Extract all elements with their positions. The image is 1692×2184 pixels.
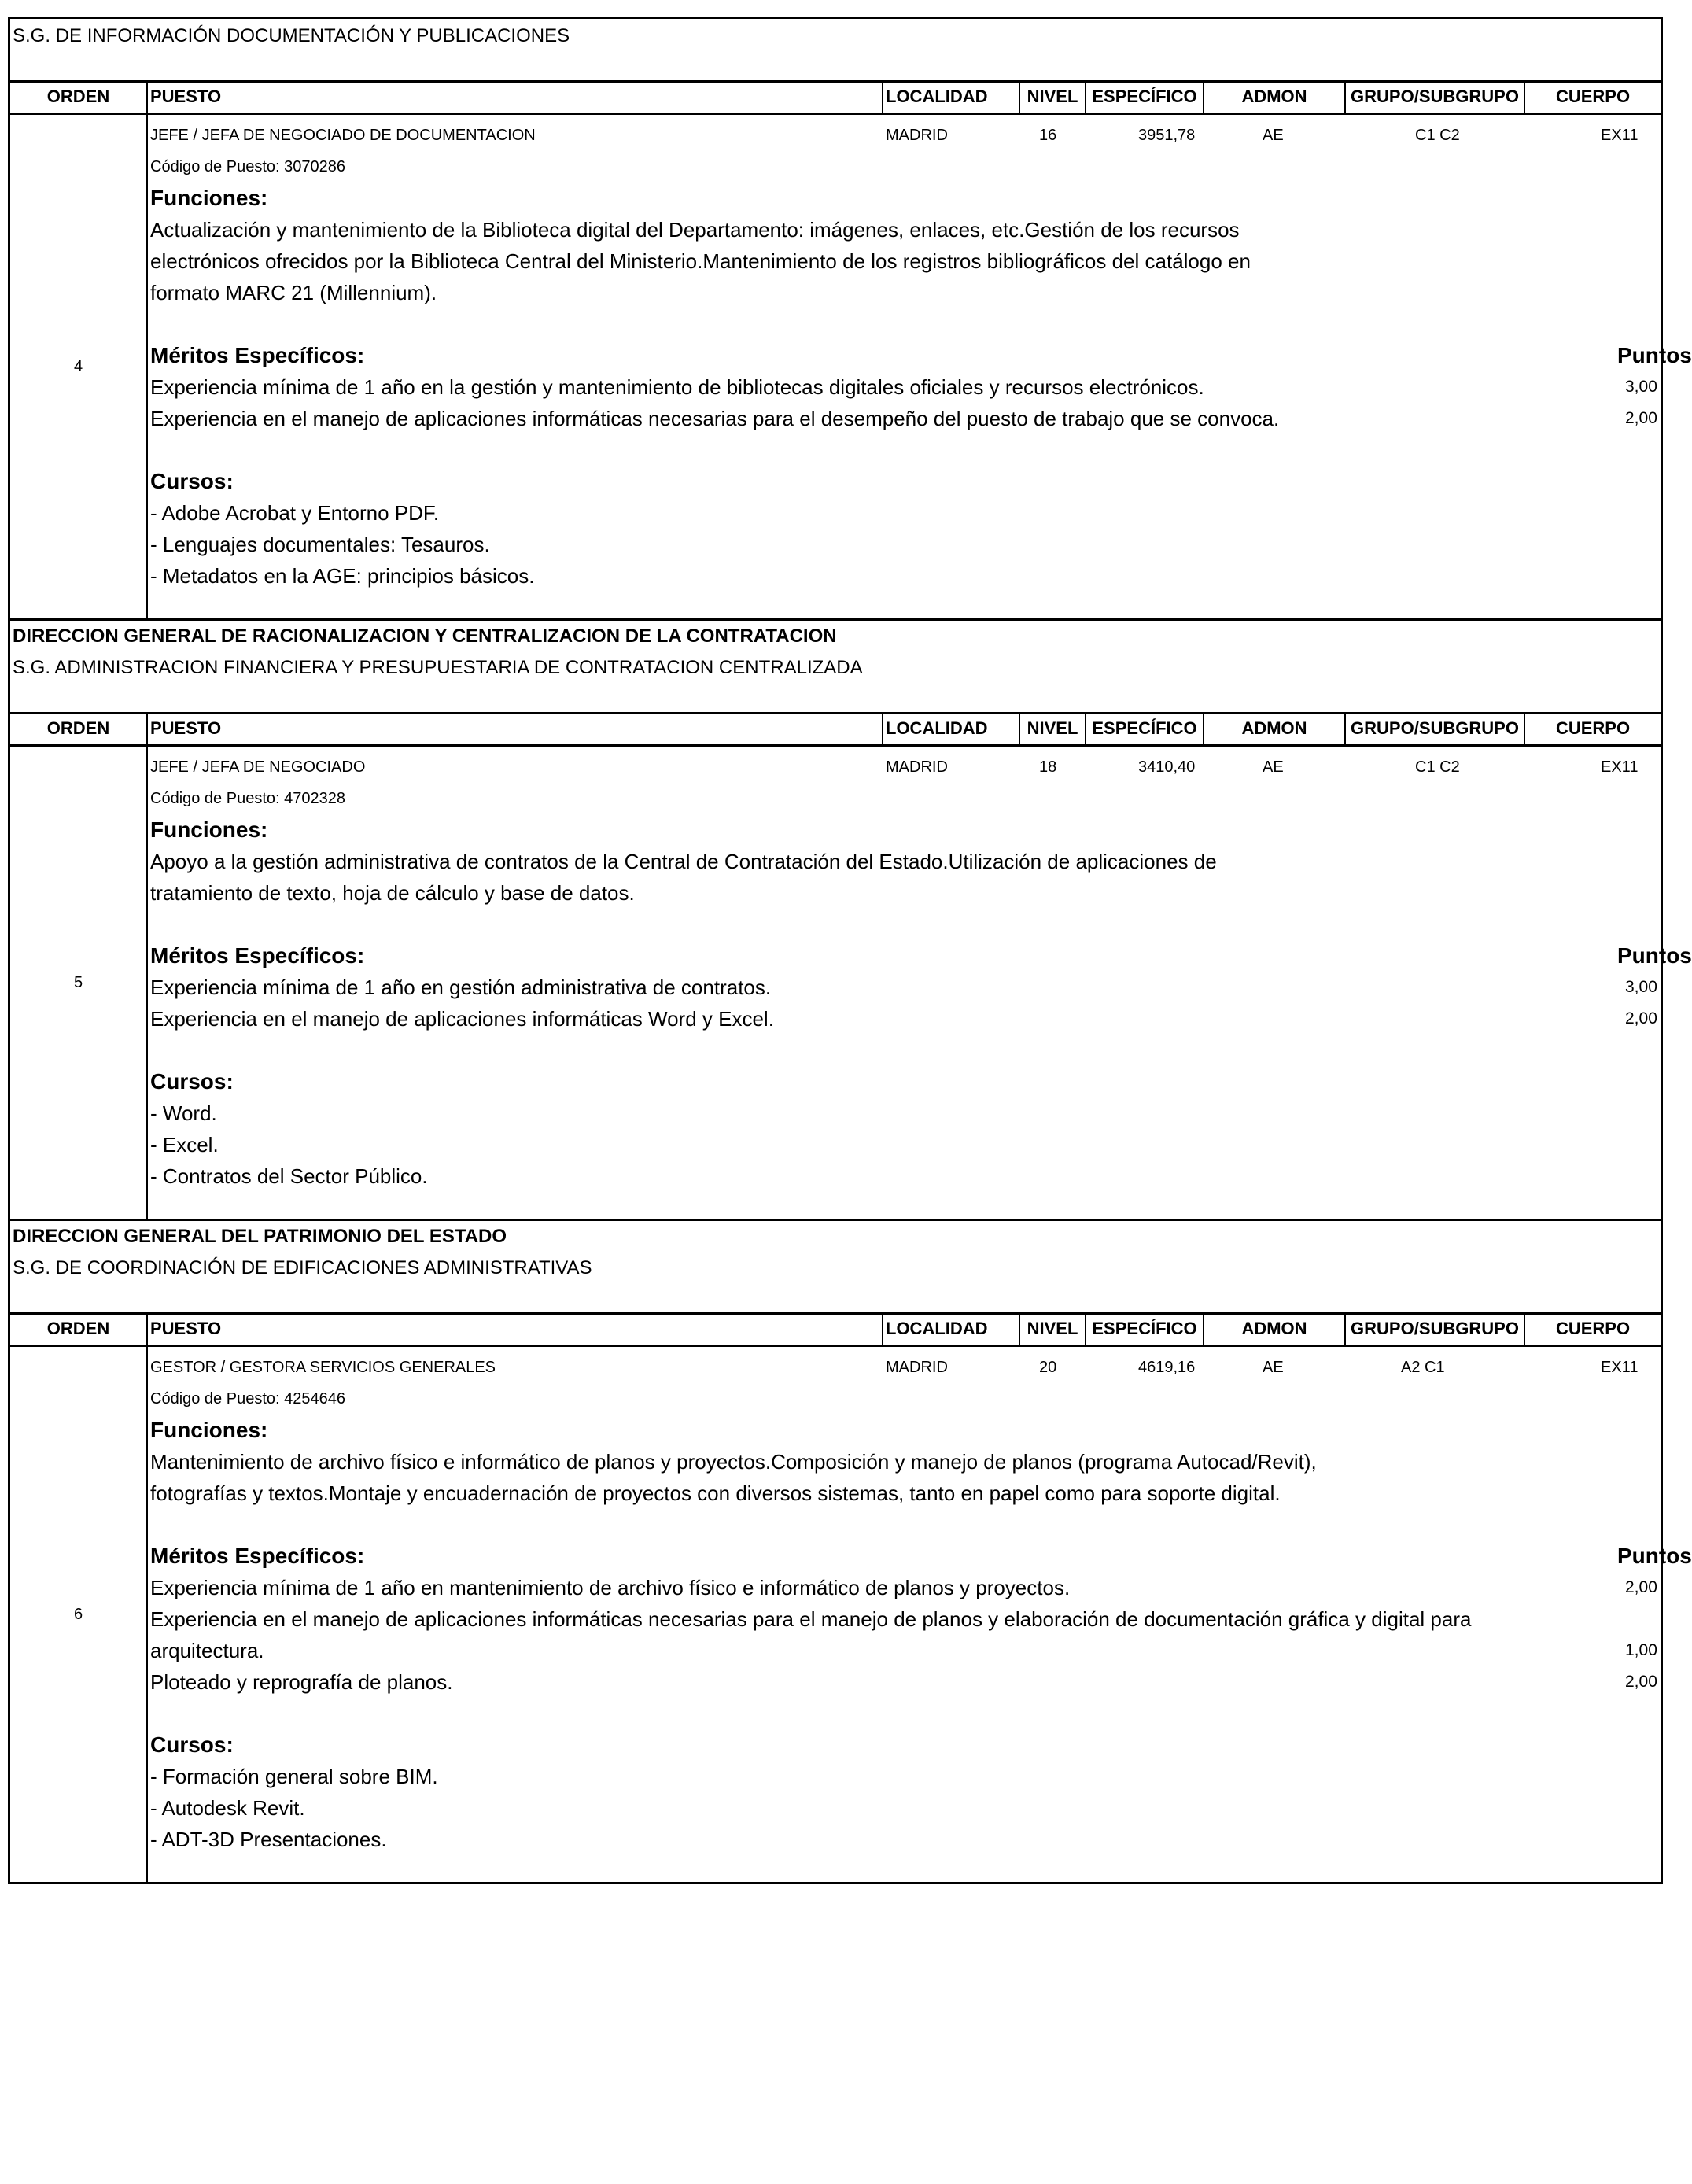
meritos-header (150, 1540, 1692, 1572)
meritos-label: Méritos Específicos: (150, 1544, 365, 1568)
directorate-title: DIRECCION GENERAL DEL PATRIMONIO DEL ESTADO (13, 1226, 507, 1247)
subdirectorate-title: S.G. DE INFORMACIÓN DOCUMENTACIÓN Y PUBLICACIONES (13, 25, 570, 46)
meritos-header (150, 340, 1692, 371)
nivel-value: 20 (1039, 1359, 1057, 1376)
nivel-value: 16 (1039, 127, 1057, 144)
funciones-line: tratamiento de texto, hoja de cálculo y base de datos. (150, 881, 635, 905)
orden-value: 6 (10, 1347, 148, 1882)
funciones-line: formato MARC 21 (Millennium). (150, 281, 437, 304)
especifico-value: 3951,78 (1138, 127, 1196, 144)
merito-points: 2,00 (1625, 1578, 1657, 1596)
subdirectorate-title: S.G. ADMINISTRACION FINANCIERA Y PRESUPUESTARIA DE CONTRATACION CENTRALIZADA (13, 657, 863, 678)
header-admon: ADMON (1204, 1315, 1346, 1345)
funciones-text (150, 214, 1661, 308)
puesto-value: JEFE / JEFA DE NEGOCIADO DE DOCUMENTACION (150, 127, 536, 144)
column-header-row (10, 712, 1661, 747)
curso-item: - Metadatos en la AGE: principios básicos. (150, 564, 535, 588)
job-row (10, 115, 1692, 618)
especifico-value: 4619,16 (1138, 1359, 1196, 1376)
meritos-label: Méritos Específicos: (150, 943, 365, 968)
header-especifico: ESPECÍFICO (1086, 1315, 1204, 1345)
header-grupo: GRUPO/SUBGRUPO (1346, 1315, 1525, 1345)
merito-item (150, 403, 1657, 434)
section-job-6 (10, 1221, 1692, 1884)
funciones-line: electrónicos ofrecidos por la Biblioteca Central del Ministerio.Mantenimiento de los registros bibliográficos del catálogo en (150, 249, 1251, 273)
header-puesto: PUESTO (148, 714, 883, 744)
header-orden: ORDEN (10, 83, 148, 113)
job-row (10, 747, 1692, 1219)
merito-text: Ploteado y reprografía de planos. (150, 1670, 453, 1694)
header-nivel: NIVEL (1020, 83, 1086, 113)
meritos-header (150, 940, 1692, 972)
merito-item (150, 1603, 1657, 1666)
merito-points: 2,00 (1625, 1009, 1657, 1027)
merito-points: 2,00 (1625, 1673, 1657, 1691)
column-header-row (10, 80, 1661, 115)
merito-item (150, 371, 1657, 403)
admon-value: AE (1263, 1359, 1284, 1376)
grupo-value: A2 C1 (1401, 1359, 1445, 1376)
header-puesto: PUESTO (148, 1315, 883, 1345)
admon-value: AE (1263, 127, 1284, 144)
cursos-label: Cursos: (150, 1732, 234, 1757)
merito-points: 1,00 (1625, 1641, 1657, 1659)
cursos-label: Cursos: (150, 469, 234, 493)
funciones-line: fotografías y textos.Montaje y encuadernación de proyectos con diversos sistemas, tanto en papel como para soporte digital. (150, 1481, 1281, 1505)
localidad-value: MADRID (886, 1359, 948, 1376)
merito-points: 3,00 (1625, 978, 1657, 996)
grupo-value: C1 C2 (1415, 758, 1460, 776)
curso-item: - ADT-3D Presentaciones. (150, 1828, 387, 1851)
grupo-value: C1 C2 (1415, 127, 1460, 144)
funciones-line: Mantenimiento de archivo físico e informático de planos y proyectos.Composición y manejo de planos (programa Autocad/Revit), (150, 1450, 1317, 1474)
header-nivel: NIVEL (1020, 714, 1086, 744)
section-job-4 (10, 19, 1692, 621)
section-heading (10, 1221, 1661, 1312)
cursos-label: Cursos: (150, 1069, 234, 1094)
nivel-value: 18 (1039, 758, 1057, 776)
cuerpo-value: EX11 (1601, 127, 1639, 144)
subdirectorate-title: S.G. DE COORDINACIÓN DE EDIFICACIONES ADMINISTRATIVAS (13, 1257, 592, 1278)
meritos-label: Méritos Específicos: (150, 343, 365, 367)
funciones-label: Funciones: (150, 1418, 268, 1442)
section-job-5 (10, 621, 1692, 1221)
merito-text: Experiencia en el manejo de aplicaciones informáticas necesarias para el manejo de planos y elaboración de documentación gráfica y digital para arquitectura. (150, 1607, 1472, 1662)
header-grupo: GRUPO/SUBGRUPO (1346, 714, 1525, 744)
localidad-value: MADRID (886, 758, 948, 776)
job-content (148, 115, 1692, 618)
header-localidad: LOCALIDAD (883, 1315, 1020, 1345)
merito-item (150, 1003, 1657, 1035)
header-admon: ADMON (1204, 83, 1346, 113)
merito-text: Experiencia mínima de 1 año en mantenimiento de archivo físico e informático de planos y proyectos. (150, 1576, 1071, 1599)
codigo-puesto: Código de Puesto: 3070286 (150, 158, 345, 175)
orden-value: 4 (10, 115, 148, 618)
header-puesto: PUESTO (148, 83, 883, 113)
merito-points: 2,00 (1625, 409, 1657, 427)
section-heading (10, 621, 1661, 712)
codigo-puesto: Código de Puesto: 4702328 (150, 790, 345, 807)
header-orden: ORDEN (10, 1315, 148, 1345)
funciones-label: Funciones: (150, 817, 268, 842)
section-heading (10, 19, 1661, 80)
merito-text: Experiencia en el manejo de aplicaciones informáticas Word y Excel. (150, 1007, 774, 1031)
curso-item: - Autodesk Revit. (150, 1796, 305, 1820)
curso-item: - Word. (150, 1101, 217, 1125)
job-summary-row (150, 120, 1661, 151)
funciones-label: Funciones: (150, 186, 268, 210)
funciones-text (150, 846, 1661, 909)
job-content (148, 1347, 1692, 1882)
curso-item: - Formación general sobre BIM. (150, 1765, 438, 1788)
job-row (10, 1347, 1692, 1882)
header-cuerpo: CUERPO (1555, 87, 1631, 106)
merito-points: 3,00 (1625, 378, 1657, 396)
header-localidad: LOCALIDAD (883, 714, 1020, 744)
puesto-value: JEFE / JEFA DE NEGOCIADO (150, 758, 366, 776)
merito-item (150, 1572, 1657, 1603)
header-especifico: ESPECÍFICO (1086, 714, 1204, 744)
puntos-label: Puntos (1617, 343, 1692, 367)
column-header-row (10, 1312, 1661, 1347)
directorate-title: DIRECCION GENERAL DE RACIONALIZACION Y CENTRALIZACION DE LA CONTRATACION (13, 625, 837, 647)
header-especifico: ESPECÍFICO (1086, 83, 1204, 113)
funciones-line: Actualización y mantenimiento de la Biblioteca digital del Departamento: imágenes, enlaces, etc.Gestión de los recursos (150, 218, 1240, 242)
job-content (148, 747, 1692, 1219)
localidad-value: MADRID (886, 127, 948, 144)
header-admon: ADMON (1204, 714, 1346, 744)
puntos-label: Puntos (1617, 1544, 1692, 1568)
job-summary-row (150, 751, 1661, 783)
curso-item: - Adobe Acrobat y Entorno PDF. (150, 501, 440, 525)
curso-item: - Contratos del Sector Público. (150, 1164, 428, 1188)
document-table (8, 17, 1692, 1884)
merito-item (150, 1666, 1657, 1698)
merito-item (150, 972, 1657, 1003)
header-localidad: LOCALIDAD (883, 83, 1020, 113)
merito-text: Experiencia mínima de 1 año en gestión administrativa de contratos. (150, 976, 772, 999)
header-orden: ORDEN (10, 714, 148, 744)
header-cuerpo: CUERPO (1555, 718, 1631, 738)
admon-value: AE (1263, 758, 1284, 776)
curso-item: - Lenguajes documentales: Tesauros. (150, 533, 490, 556)
especifico-value: 3410,40 (1138, 758, 1196, 776)
curso-item: - Excel. (150, 1133, 219, 1157)
funciones-line: Apoyo a la gestión administrativa de contratos de la Central de Contratación del Estado.Utilización de aplicaciones de (150, 850, 1217, 873)
codigo-puesto: Código de Puesto: 4254646 (150, 1390, 345, 1407)
job-summary-row (150, 1352, 1661, 1383)
puntos-label: Puntos (1617, 943, 1692, 968)
cuerpo-value: EX11 (1601, 758, 1639, 776)
cuerpo-value: EX11 (1601, 1359, 1639, 1376)
merito-text: Experiencia en el manejo de aplicaciones informáticas necesarias para el desempeño del puesto de trabajo que se convoca. (150, 407, 1280, 430)
orden-value: 5 (10, 747, 148, 1219)
funciones-text (150, 1446, 1661, 1509)
header-cuerpo: CUERPO (1555, 1319, 1631, 1338)
header-grupo: GRUPO/SUBGRUPO (1346, 83, 1525, 113)
header-nivel: NIVEL (1020, 1315, 1086, 1345)
puesto-value: GESTOR / GESTORA SERVICIOS GENERALES (150, 1359, 496, 1376)
merito-text: Experiencia mínima de 1 año en la gestión y mantenimiento de bibliotecas digitales oficiales y recursos electrónicos. (150, 375, 1204, 399)
